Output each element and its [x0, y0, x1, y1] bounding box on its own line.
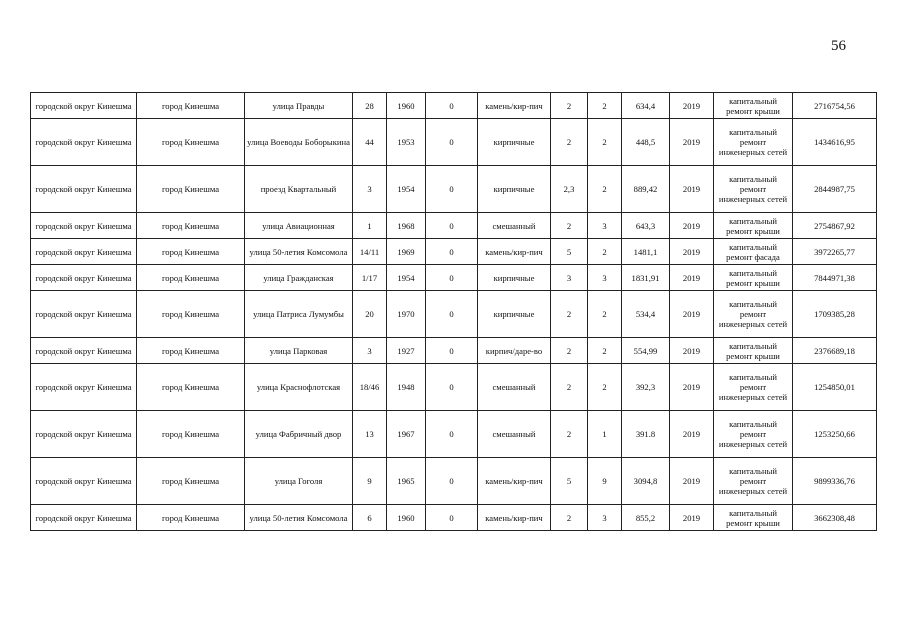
plan-year-cell: 2019 — [670, 338, 714, 364]
wall-material-cell: смешанный — [478, 411, 551, 458]
year-built-cell: 1954 — [387, 166, 426, 213]
area-cell: 392,3 — [622, 364, 670, 411]
plan-year-cell: 2019 — [670, 505, 714, 531]
house-number-cell: 3 — [353, 338, 387, 364]
cost-cell: 3972265,77 — [793, 239, 877, 265]
settlement-cell: город Кинешма — [137, 411, 245, 458]
entrances-cell: 2 — [588, 239, 622, 265]
settlement-cell: город Кинешма — [137, 265, 245, 291]
wall-material-cell: камень/кир-пич — [478, 458, 551, 505]
area-cell: 391.8 — [622, 411, 670, 458]
entrances-cell: 3 — [588, 505, 622, 531]
repair-type-cell: капитальный ремонт инженерных сетей — [714, 458, 793, 505]
plan-year-cell: 2019 — [670, 93, 714, 119]
cost-cell: 2716754,56 — [793, 93, 877, 119]
year-built-cell: 1967 — [387, 411, 426, 458]
wall-material-cell: камень/кир-пич — [478, 505, 551, 531]
wall-material-cell: камень/кир-пич — [478, 93, 551, 119]
year-built-cell: 1968 — [387, 213, 426, 239]
street-cell: улица Гоголя — [245, 458, 353, 505]
floors-cell: 2 — [551, 411, 588, 458]
table-row — [31, 213, 877, 239]
area-cell: 634,4 — [622, 93, 670, 119]
cost-cell: 2754867,92 — [793, 213, 877, 239]
plan-year-cell: 2019 — [670, 166, 714, 213]
repair-type-cell: капитальный ремонт крыши — [714, 338, 793, 364]
plan-year-cell: 2019 — [670, 119, 714, 166]
year-built-cell: 1965 — [387, 458, 426, 505]
municipality-cell: городской округ Кинешма — [31, 291, 137, 338]
year-built-cell: 1960 — [387, 93, 426, 119]
year-built-cell: 1970 — [387, 291, 426, 338]
area-cell: 1831,91 — [622, 265, 670, 291]
repair-type-cell: капитальный ремонт инженерных сетей — [714, 119, 793, 166]
entrances-cell: 2 — [588, 338, 622, 364]
repair-type-cell: капитальный ремонт инженерных сетей — [714, 364, 793, 411]
wall-material-cell: кирпичные — [478, 291, 551, 338]
wall-material-cell: кирпич/даре-во — [478, 338, 551, 364]
house-number-cell: 9 — [353, 458, 387, 505]
table-row — [31, 338, 877, 364]
plan-year-cell: 2019 — [670, 239, 714, 265]
table-row — [31, 265, 877, 291]
street-cell: проезд Квартальный — [245, 166, 353, 213]
entrances-cell: 9 — [588, 458, 622, 505]
year-built-cell: 1960 — [387, 505, 426, 531]
cost-cell: 3662308,48 — [793, 505, 877, 531]
house-number-cell: 28 — [353, 93, 387, 119]
municipality-cell: городской округ Кинешма — [31, 239, 137, 265]
zero-value-cell: 0 — [426, 505, 478, 531]
settlement-cell: город Кинешма — [137, 364, 245, 411]
area-cell: 1481,1 — [622, 239, 670, 265]
house-number-cell: 6 — [353, 505, 387, 531]
municipality-cell: городской округ Кинешма — [31, 265, 137, 291]
zero-value-cell: 0 — [426, 166, 478, 213]
zero-value-cell: 0 — [426, 338, 478, 364]
entrances-cell: 3 — [588, 213, 622, 239]
year-built-cell: 1953 — [387, 119, 426, 166]
entrances-cell: 2 — [588, 364, 622, 411]
table-row — [31, 505, 877, 531]
floors-cell: 2 — [551, 213, 588, 239]
cost-cell: 9899336,76 — [793, 458, 877, 505]
entrances-cell: 3 — [588, 265, 622, 291]
area-cell: 643,3 — [622, 213, 670, 239]
page-number: 56 — [831, 38, 846, 54]
repair-type-cell: капитальный ремонт инженерных сетей — [714, 291, 793, 338]
street-cell: улица Фабричный двор — [245, 411, 353, 458]
repair-type-cell: капитальный ремонт инженерных сетей — [714, 411, 793, 458]
entrances-cell: 2 — [588, 119, 622, 166]
street-cell: улица Авиационная — [245, 213, 353, 239]
street-cell: улица Гражданская — [245, 265, 353, 291]
municipality-cell: городской округ Кинешма — [31, 119, 137, 166]
repair-type-cell: капитальный ремонт крыши — [714, 505, 793, 531]
zero-value-cell: 0 — [426, 93, 478, 119]
plan-year-cell: 2019 — [670, 364, 714, 411]
entrances-cell: 1 — [588, 411, 622, 458]
settlement-cell: город Кинешма — [137, 119, 245, 166]
wall-material-cell: смешанный — [478, 364, 551, 411]
plan-year-cell: 2019 — [670, 411, 714, 458]
plan-year-cell: 2019 — [670, 265, 714, 291]
cost-cell: 2376689,18 — [793, 338, 877, 364]
settlement-cell: город Кинешма — [137, 166, 245, 213]
repair-type-cell: капитальный ремонт крыши — [714, 93, 793, 119]
floors-cell: 2 — [551, 364, 588, 411]
zero-value-cell: 0 — [426, 458, 478, 505]
area-cell: 534,4 — [622, 291, 670, 338]
floors-cell: 5 — [551, 458, 588, 505]
area-cell: 3094,8 — [622, 458, 670, 505]
table-row — [31, 364, 877, 411]
year-built-cell: 1969 — [387, 239, 426, 265]
repair-type-cell: капитальный ремонт инженерных сетей — [714, 166, 793, 213]
house-number-cell: 44 — [353, 119, 387, 166]
table-row — [31, 411, 877, 458]
street-cell: улица Патриса Лумумбы — [245, 291, 353, 338]
area-cell: 855,2 — [622, 505, 670, 531]
wall-material-cell: кирпичные — [478, 265, 551, 291]
settlement-cell: город Кинешма — [137, 239, 245, 265]
zero-value-cell: 0 — [426, 213, 478, 239]
repair-type-cell: капитальный ремонт фасада — [714, 239, 793, 265]
repair-type-cell: капитальный ремонт крыши — [714, 265, 793, 291]
area-cell: 448,5 — [622, 119, 670, 166]
table-row — [31, 119, 877, 166]
zero-value-cell: 0 — [426, 291, 478, 338]
house-number-cell: 13 — [353, 411, 387, 458]
table-row — [31, 458, 877, 505]
municipality-cell: городской округ Кинешма — [31, 338, 137, 364]
cost-cell: 1434616,95 — [793, 119, 877, 166]
zero-value-cell: 0 — [426, 411, 478, 458]
housing-repair-table — [30, 92, 877, 531]
street-cell: улица Воеводы Боборыкина — [245, 119, 353, 166]
municipality-cell: городской округ Кинешма — [31, 411, 137, 458]
zero-value-cell: 0 — [426, 364, 478, 411]
cost-cell: 7844971,38 — [793, 265, 877, 291]
floors-cell: 2 — [551, 119, 588, 166]
municipality-cell: городской округ Кинешма — [31, 364, 137, 411]
cost-cell: 1253250,66 — [793, 411, 877, 458]
municipality-cell: городской округ Кинешма — [31, 458, 137, 505]
plan-year-cell: 2019 — [670, 458, 714, 505]
house-number-cell: 3 — [353, 166, 387, 213]
plan-year-cell: 2019 — [670, 291, 714, 338]
table-row — [31, 93, 877, 119]
street-cell: улица Краснофлотская — [245, 364, 353, 411]
wall-material-cell: камень/кир-пич — [478, 239, 551, 265]
municipality-cell: городской округ Кинешма — [31, 213, 137, 239]
settlement-cell: город Кинешма — [137, 338, 245, 364]
floors-cell: 2 — [551, 338, 588, 364]
entrances-cell: 2 — [588, 93, 622, 119]
year-built-cell: 1954 — [387, 265, 426, 291]
wall-material-cell: смешанный — [478, 213, 551, 239]
wall-material-cell: кирпичные — [478, 166, 551, 213]
municipality-cell: городской округ Кинешма — [31, 93, 137, 119]
area-cell: 554,99 — [622, 338, 670, 364]
settlement-cell: город Кинешма — [137, 213, 245, 239]
plan-year-cell: 2019 — [670, 213, 714, 239]
year-built-cell: 1948 — [387, 364, 426, 411]
settlement-cell: город Кинешма — [137, 291, 245, 338]
floors-cell: 2 — [551, 505, 588, 531]
street-cell: улица Парковая — [245, 338, 353, 364]
municipality-cell: городской округ Кинешма — [31, 166, 137, 213]
zero-value-cell: 0 — [426, 119, 478, 166]
house-number-cell: 1/17 — [353, 265, 387, 291]
floors-cell: 2 — [551, 291, 588, 338]
house-number-cell: 18/46 — [353, 364, 387, 411]
street-cell: улица 50-летия Комсомола — [245, 239, 353, 265]
house-number-cell: 1 — [353, 213, 387, 239]
entrances-cell: 2 — [588, 166, 622, 213]
table-row — [31, 166, 877, 213]
street-cell: улица 50-летия Комсомола — [245, 505, 353, 531]
cost-cell: 1709385,28 — [793, 291, 877, 338]
cost-cell: 1254850,01 — [793, 364, 877, 411]
floors-cell: 2 — [551, 93, 588, 119]
settlement-cell: город Кинешма — [137, 93, 245, 119]
floors-cell: 3 — [551, 265, 588, 291]
zero-value-cell: 0 — [426, 239, 478, 265]
municipality-cell: городской округ Кинешма — [31, 505, 137, 531]
repair-type-cell: капитальный ремонт крыши — [714, 213, 793, 239]
floors-cell: 2,3 — [551, 166, 588, 213]
zero-value-cell: 0 — [426, 265, 478, 291]
house-number-cell: 20 — [353, 291, 387, 338]
wall-material-cell: кирпичные — [478, 119, 551, 166]
cost-cell: 2844987,75 — [793, 166, 877, 213]
settlement-cell: город Кинешма — [137, 458, 245, 505]
settlement-cell: город Кинешма — [137, 505, 245, 531]
floors-cell: 5 — [551, 239, 588, 265]
house-number-cell: 14/11 — [353, 239, 387, 265]
entrances-cell: 2 — [588, 291, 622, 338]
street-cell: улица Правды — [245, 93, 353, 119]
table-row — [31, 291, 877, 338]
area-cell: 889,42 — [622, 166, 670, 213]
year-built-cell: 1927 — [387, 338, 426, 364]
table-row — [31, 239, 877, 265]
